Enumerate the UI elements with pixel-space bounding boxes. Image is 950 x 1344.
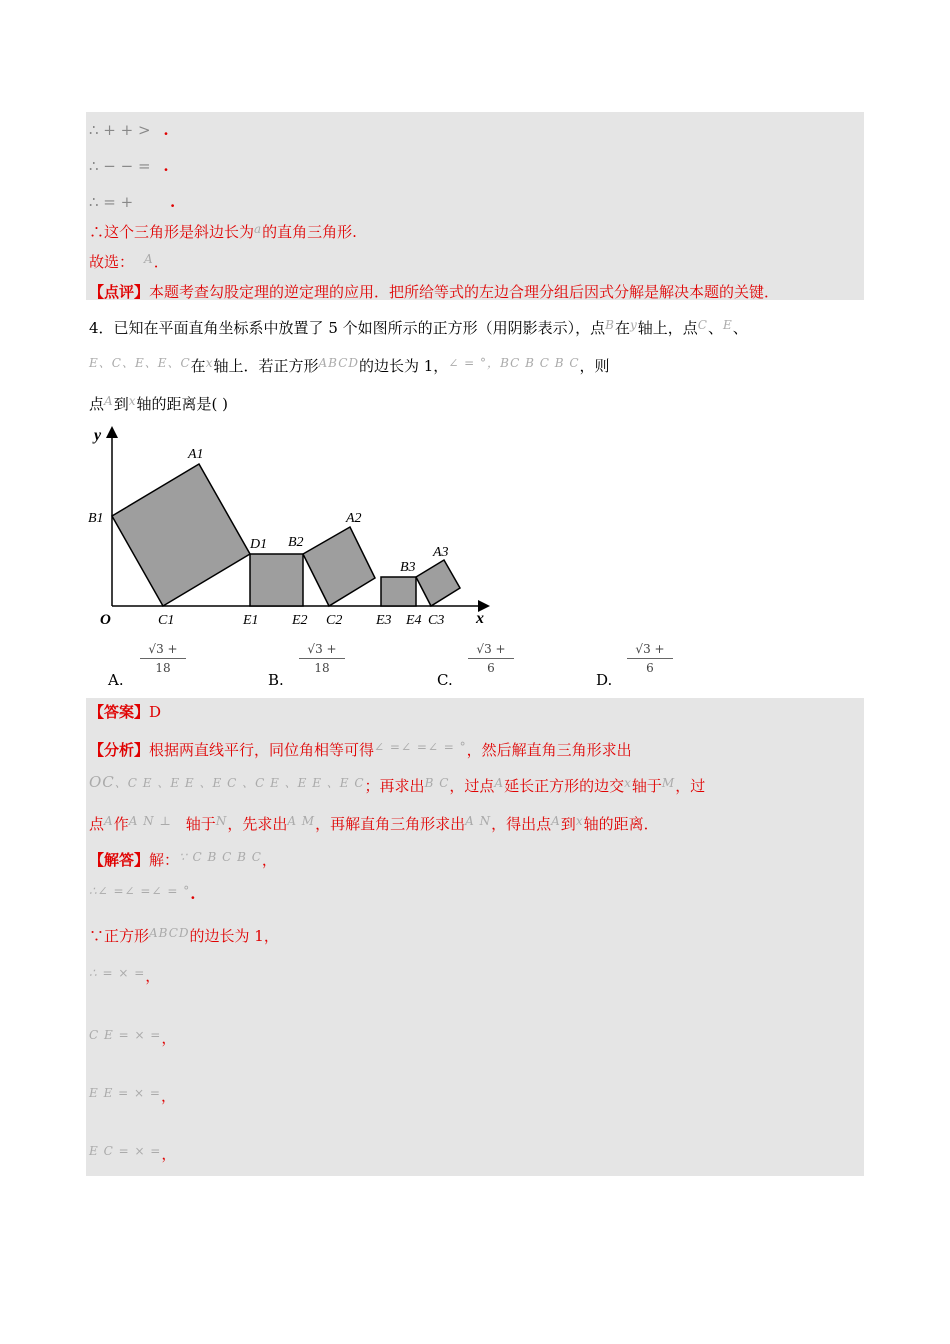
square-4 (381, 577, 416, 606)
option-d[interactable]: D. (596, 671, 613, 689)
label-B1: B1 (88, 511, 104, 526)
solution-line-2: ∴∠ =∠ =∠ = °. (89, 884, 196, 903)
label-y-axis: y (94, 427, 102, 444)
solution-line-5: $^{C E = \times =}$， (89, 1028, 177, 1047)
question-line-1: 4．已知在平面直角坐标系中放置了 5 个如图所示的正方形（用阴影表示），点$^B$在$^y$轴上，点$^C$、$^E$、 (89, 318, 748, 337)
solution-line-3: ∵正方形$^{ABCD}$的边长为 1， (89, 926, 279, 945)
option-a[interactable]: A. (108, 671, 124, 689)
label-B3: B3 (400, 560, 416, 575)
solution-line-1: 【解答】解：$^{\because C B C B C}$， (89, 850, 277, 869)
choice-line: 故选： $^A$． (89, 252, 169, 271)
square-1 (112, 464, 250, 606)
square-2 (250, 554, 303, 606)
comment-line: 【点评】本题考查勾股定理的逆定理的应用．把所给等式的左边合理分组后因式分解是解决本题的关键． (89, 283, 780, 301)
step-line-3: ∴ = + . (89, 193, 176, 211)
solution-line-7: $^{E C = \times =}$， (89, 1144, 177, 1163)
step-line-1: ∴ + + > . (89, 121, 169, 139)
label-E3: E3 (376, 613, 392, 628)
answer-line: 【答案】D (89, 703, 162, 721)
analysis-line-2: $OC^{、C E 、E E 、E C 、C E 、E E 、E C}$；再求出$^{B C}$，过点$^A$延长正方形的边交$^x$轴于$^M$，过 (89, 773, 706, 795)
top-solution-block (86, 112, 864, 300)
conclusion-line: ∴这个三角形是斜边长为$^a$的直角三角形. (89, 222, 357, 241)
label-C2: C2 (326, 613, 343, 628)
solution-line-6: $^{E E = \times =}$， (89, 1086, 176, 1105)
option-b-fraction: $\frac{√3 +}{18}$ (299, 642, 345, 675)
label-A2: A2 (346, 511, 362, 526)
label-C1: C1 (158, 613, 175, 628)
label-A3: A3 (433, 545, 449, 560)
option-c-fraction: $\frac{√3 +}{6}$ (468, 642, 514, 675)
label-E1: E1 (243, 613, 259, 628)
square-3 (303, 527, 375, 606)
label-E2: E2 (292, 613, 308, 628)
label-x-axis: x (476, 610, 484, 627)
option-d-fraction: $\frac{√3 +}{6}$ (627, 642, 673, 675)
label-B2: B2 (288, 535, 304, 550)
solution-line-4: ∴ = × =， (89, 966, 161, 985)
question-line-2: $^{E、C、E、E、C}$在$^x$轴上．若正方形$^{ABCD}$的边长为 1，$^{\angle = ^\circ,BC B C B C}$，则 (89, 356, 610, 375)
label-origin: O (100, 612, 111, 628)
analysis-line-3: 点$^A$作$^{A N \perp}$ 轴于$^N$，先求出$^{A M}$，再解直角三角形求出$^{A N}$，得出点$^A$到$^x$轴的距离． (89, 814, 659, 833)
label-C3: C3 (428, 613, 445, 628)
label-E4: E4 (406, 613, 422, 628)
step-line-2: ∴ − − = . (89, 157, 169, 175)
option-a-fraction: $\frac{√3 +}{18}$ (140, 642, 186, 675)
option-c[interactable]: C. (437, 671, 453, 689)
analysis-line-1: 【分析】根据两直线平行，同位角相等可得∠ =∠ =∠ = °，然后解直角三角形求出 (89, 740, 632, 759)
square-5 (416, 560, 460, 606)
question-line-3: 点$^A$到$^x$轴的距离是( ) (89, 394, 228, 413)
label-A1: A1 (188, 447, 204, 462)
squares-figure (86, 420, 496, 630)
label-D1: D1 (250, 537, 268, 552)
option-b[interactable]: B. (268, 671, 284, 689)
